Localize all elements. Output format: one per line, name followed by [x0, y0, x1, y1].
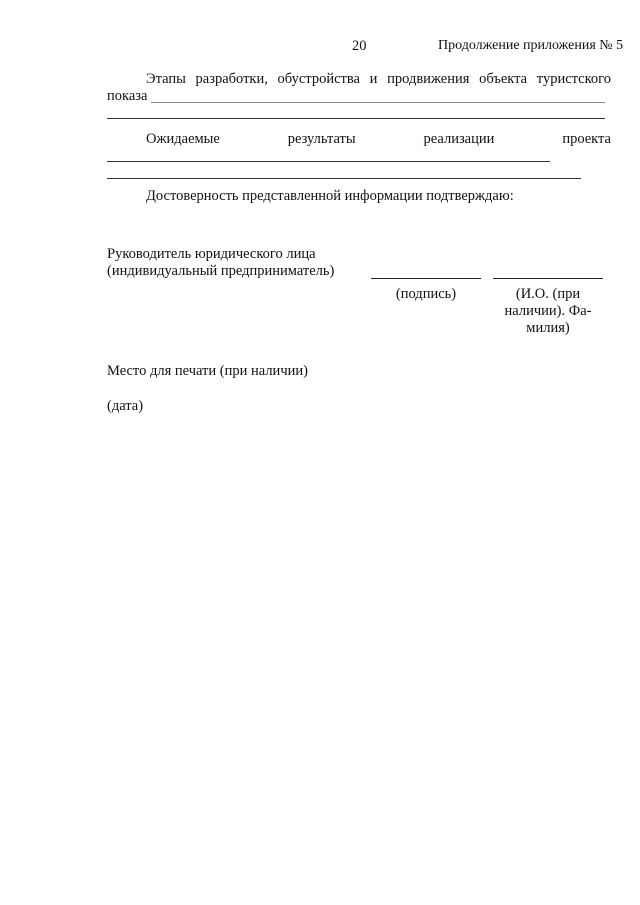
- stages-input-line-1: [151, 102, 605, 103]
- results-input-line-1: [107, 161, 550, 162]
- name-line: [493, 278, 603, 279]
- confirmation-text: Достоверность представленной информации подтверждаю:: [146, 188, 514, 204]
- date-label: (дата): [107, 398, 144, 414]
- name-caption-line-2: наличии). Фа-: [504, 303, 592, 319]
- stamp-place-label: Место для печати (при наличии): [107, 363, 308, 379]
- stages-line-2-label: показа: [107, 88, 148, 104]
- appendix-caption: Продолжение приложения № 5: [438, 38, 624, 53]
- results-input-line-2: [107, 178, 581, 179]
- results-word-3: реализации: [423, 131, 495, 147]
- stages-input-line-2: [107, 118, 605, 119]
- results-word-1: Ожидаемые: [146, 131, 220, 147]
- results-word-2: результаты: [287, 131, 356, 147]
- signer-role-line-2: (индивидуальный предприниматель): [107, 263, 335, 279]
- page-number: 20: [352, 38, 367, 54]
- signature-caption: (подпись): [395, 286, 457, 302]
- signer-role-line-1: Руководитель юридического лица: [107, 246, 316, 262]
- results-line: [146, 132, 611, 147]
- name-caption-line-1: (И.О. (при: [515, 286, 581, 302]
- signature-line: [371, 278, 481, 279]
- name-caption-line-3: милия): [526, 320, 570, 336]
- stages-line-1: Этапы разработки, обустройства и продвижения объекта туристского: [146, 71, 611, 87]
- results-word-4: проекта: [562, 131, 611, 147]
